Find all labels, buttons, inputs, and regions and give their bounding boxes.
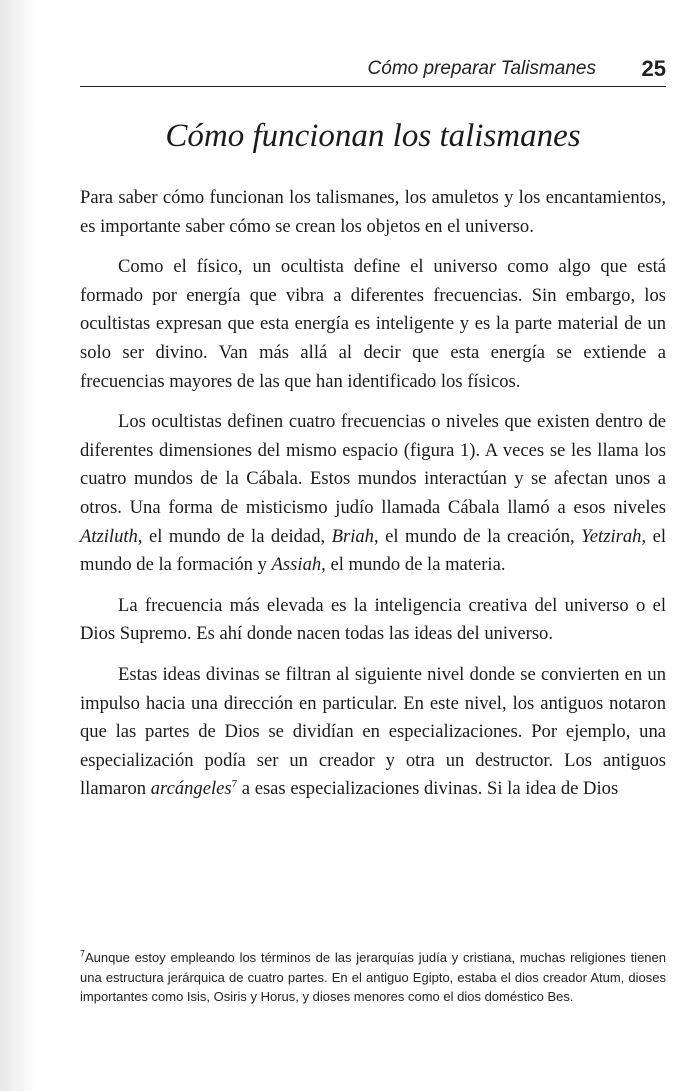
- paragraph-4: La frecuencia más elevada es la inteligencia creativa del universo o el Dios Supremo. Es ahí donde nacen todas las ideas del universo.: [80, 594, 666, 645]
- paragraph-5-text-a: Estas ideas divinas se filtran al siguiente nivel donde se convierten en un impulso hacia una dirección en particular. En este nivel, los antiguos notaron que las partes de Dios se dividían en especializaciones. Por ejemplo, una especialización podía ser un creador y otra un destructor. Los antiguos llamaron: [80, 663, 666, 800]
- footnote-text: Aunque estoy empleando los términos de las jerarquías judía y cristiana, muchas religiones tienen una estructura jerárquica de cuatro partes. En el antiguo Egipto, estaba el dios creador Atum, dioses importantes como Isis, Osiris y Horus, y dioses menores como el dios doméstico Bes.: [80, 950, 666, 1005]
- page-number: 25: [641, 56, 666, 81]
- page-gutter-shadow: [0, 0, 38, 1091]
- paragraph-1: Para saber cómo funcionan los talismanes, los amuletos y los encantamientos, es importante saber cómo se crean los objetos en el universo.: [80, 187, 666, 237]
- paragraph-5-text-b: a esas especializaciones divinas. Si la idea de Dios: [237, 778, 619, 800]
- term-briah: Briah: [331, 525, 374, 547]
- running-head: [80, 56, 666, 87]
- term-arcangeles: arcángeles: [150, 778, 232, 800]
- paragraph-3-text-b: , el mundo de la deidad,: [137, 525, 332, 547]
- paragraph-3-text-e: , el mundo de la materia.: [321, 554, 506, 576]
- body-text: [80, 184, 666, 816]
- footnote-mark: 7: [80, 948, 86, 959]
- paragraph-3-text-a: Los ocultistas definen cuatro frecuencias o niveles que existen dentro de diferentes dimensiones del mismo espacio (figura 1). A veces se les llama los cuatro mundos de la Cábala. Estos mundos interactúan y se afectan unos a otros. Una forma de misticismo judío llamada Cábala llamó a esos niveles: [80, 411, 666, 518]
- paragraph-3-text-c: , el mundo de la creación,: [373, 525, 582, 547]
- paragraph-2: Como el físico, un ocultista define el universo como algo que está formado por energía que vibra a diferentes frecuencias. Sin embargo, los ocultistas expresan que esta energía es inteligente y es la parte material de un solo ser divino. Van más allá al decir que esta energía se extiende a frecuencias mayores de las que han identificado los físicos.: [80, 256, 666, 392]
- running-title: Cómo preparar Talismanes: [367, 58, 596, 79]
- paragraph-5: [80, 661, 666, 804]
- term-assiah: Assiah: [271, 554, 322, 576]
- footnote: [80, 948, 666, 1007]
- term-yetzirah: Yetzirah: [581, 525, 642, 547]
- footnote-reference[interactable]: 7: [231, 778, 238, 791]
- term-atziluth: Atziluth: [80, 525, 138, 547]
- paragraph-3: [80, 408, 666, 580]
- paragraph-3-text-d: , el mundo de la formación y: [80, 525, 666, 576]
- chapter-title: Cómo funcionan los talismanes: [165, 118, 581, 154]
